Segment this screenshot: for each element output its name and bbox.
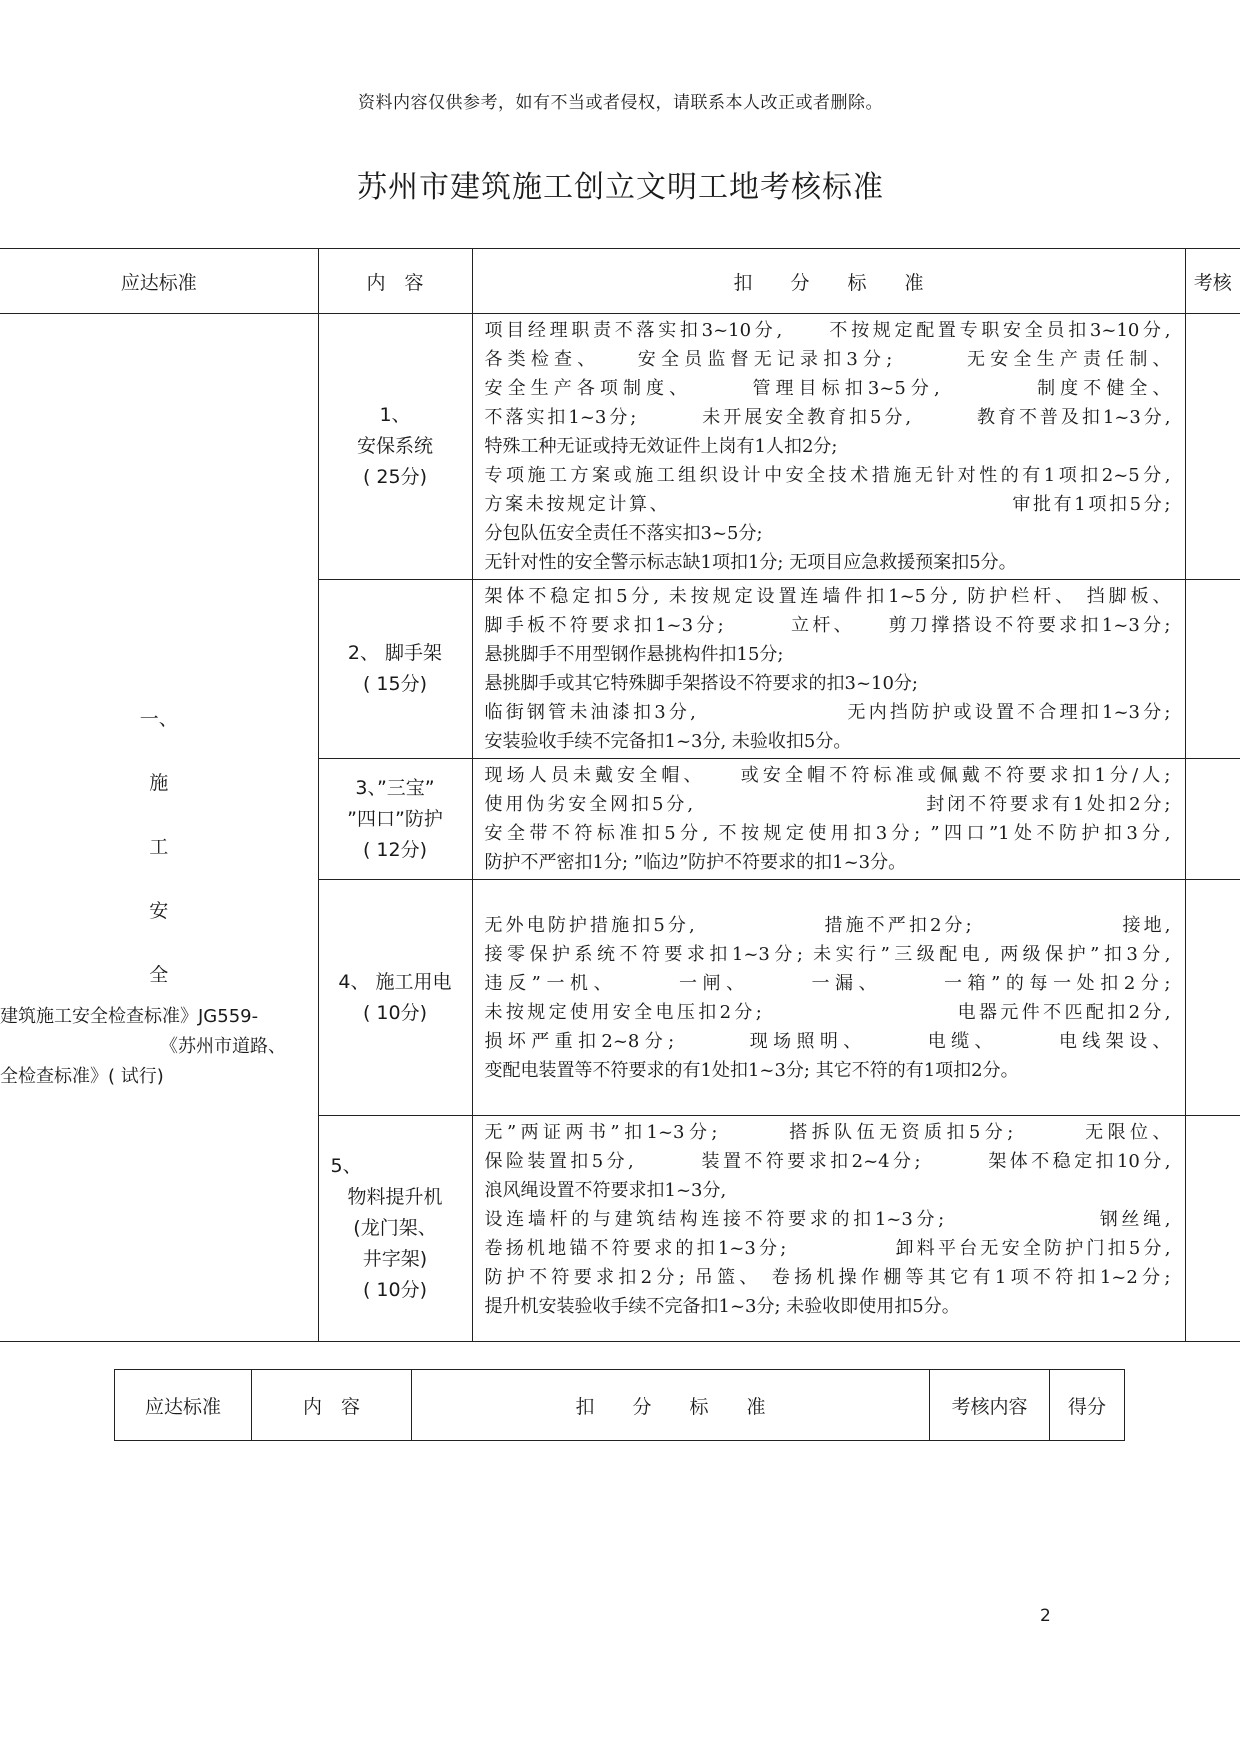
assessment-table: [0, 248, 1241, 1342]
deduction-line: 无外电防护措施扣5分, 措施不严扣2分; 接地,: [484, 914, 1171, 936]
deduction-line: 防护不符要求扣2分; 吊篮、 卷扬机操作棚等其它有1项不符扣1~2分;: [484, 1267, 1171, 1288]
deduction-line: 防护不严密扣1分; ”临边”防护不符要求的扣1~3分。: [484, 852, 907, 873]
header-standard: 应达标准: [0, 249, 318, 314]
deduction-cell-safety-system: [472, 314, 1185, 580]
reference-line: 《苏州市道路、: [160, 1036, 286, 1057]
footer-header-deduction: 扣 分 标 准: [412, 1370, 930, 1441]
header-assessment: 考核: [1185, 249, 1240, 314]
content-line: 1、: [379, 404, 411, 426]
section-char: 工: [149, 836, 169, 858]
deduction-line: 接零保护系统不符要求扣1~3分; 未实行”三级配电, 两级保护”扣3分,: [484, 943, 1171, 965]
content-cell-electricity: [318, 880, 472, 1116]
header-content: 内 容: [318, 249, 472, 314]
deduction-line: 脚手板不符要求扣1~3分; 立杆、 剪刀撑搭设不符要求扣1~3分;: [484, 615, 1171, 636]
assessment-cell: [1185, 759, 1240, 880]
deduction-line: 设连墙杆的与建筑结构连接不符要求的扣1~3分; 钢丝绳,: [484, 1209, 1171, 1230]
content-line: 安保系统: [356, 435, 433, 457]
deduction-line: 浪风绳设置不符要求扣1~3分,: [484, 1180, 727, 1201]
deduction-cell-three-treasures: [472, 759, 1185, 880]
deduction-line: 无”两证两书”扣1~3分; 搭拆队伍无资质扣5分; 无限位、: [484, 1122, 1171, 1143]
deduction-line: 使用伪劣安全网扣5分, 封闭不符要求有1处扣2分;: [484, 794, 1171, 815]
footer-header-score: 得分: [1050, 1370, 1125, 1441]
section-number: 一、: [139, 708, 178, 730]
deduction-line: 各类检查、 安全员监督无记录扣3分; 无安全生产责任制、: [484, 349, 1171, 370]
deduction-line: 保险装置扣5分, 装置不符要求扣2~4分; 架体不稳定扣10分,: [484, 1151, 1171, 1172]
deduction-line: 安全带不符标准扣5分, 不按规定使用扣3分; ”四口”1处不防护扣3分,: [484, 823, 1171, 844]
reference-line: 全检查标准》( 试行): [0, 1066, 164, 1087]
assessment-cell: [1185, 880, 1240, 1116]
deduction-line: 损坏严重扣2~8分; 现场照明、 电缆、 电线架设、: [484, 1030, 1171, 1052]
deduction-line: 悬挑脚手或其它特殊脚手架搭设不符要求的扣3~10分;: [484, 673, 919, 694]
section-char: 施: [149, 772, 169, 794]
section-standard-cell: [0, 314, 318, 1342]
page-number: 2: [1040, 1606, 1051, 1626]
deduction-line: 违反”一机、 一闸、 一漏、 一箱”的每一处扣2分;: [484, 972, 1171, 994]
table-header-row: [0, 249, 1240, 314]
content-line: 4、 施工用电: [338, 970, 452, 993]
deduction-line: 悬挑脚手不用型钢作悬挑构件扣15分;: [484, 644, 784, 665]
content-line: ( 12分): [362, 838, 428, 861]
header-deduction: 扣 分 标 准: [472, 249, 1185, 314]
assessment-cell: [1185, 580, 1240, 759]
deduction-line: 项目经理职责不落实扣3~10分, 不按规定配置专职安全员扣3~10分,: [484, 320, 1171, 341]
deduction-line: 安全生产各项制度、 管理目标扣3~5分, 制度不健全、: [484, 378, 1171, 399]
deduction-line: 分包队伍安全责任不落实扣3~5分;: [484, 523, 763, 544]
table-row: [0, 314, 1240, 580]
disclaimer: 资料内容仅供参考，如有不当或者侵权，请联系本人改正或者删除。: [358, 93, 883, 113]
footer-header-table: [114, 1369, 1125, 1441]
deduction-line: 安装验收手续不完备扣1~3分, 未验收扣5分。: [484, 731, 852, 752]
deduction-line: 架体不稳定扣5分, 未按规定设置连墙件扣1~5分, 防护栏杆、 挡脚板、: [484, 586, 1171, 607]
content-line: ( 10分): [362, 1279, 428, 1301]
deduction-cell-scaffold: [472, 580, 1185, 759]
deduction-line: 临街钢管未油漆扣3分, 无内挡防护或设置不合理扣1~3分;: [484, 702, 1171, 723]
deduction-cell-hoist: [472, 1116, 1185, 1342]
section-reference: [0, 1002, 320, 1092]
deduction-line: 不落实扣1~3分; 未开展安全教育扣5分, 教育不普及扣1~3分,: [484, 407, 1171, 428]
content-line: 3、”三宝”: [355, 776, 435, 799]
reference-line: 建筑施工安全检查标准》JG559-: [0, 1006, 259, 1027]
assessment-cell: [1185, 1116, 1240, 1342]
content-line: 井字架): [362, 1248, 428, 1270]
content-cell-safety-system: [318, 314, 472, 580]
deduction-line: 现场人员未戴安全帽、 或安全帽不符标准或佩戴不符要求扣1分/人;: [484, 765, 1171, 786]
deduction-line: 未按规定使用安全电压扣2分; 电器元件不匹配扣2分,: [484, 1001, 1171, 1023]
content-line: ( 10分): [362, 1001, 428, 1024]
content-line: 2、 脚手架: [347, 642, 443, 664]
assessment-cell: [1185, 314, 1240, 580]
content-cell-hoist: [318, 1116, 472, 1342]
content-line: ”四口”防护: [347, 807, 443, 830]
deduction-line: 无针对性的安全警示标志缺1项扣1分; 无项目应急救援预案扣5分。: [484, 552, 1017, 573]
deduction-line: 卷扬机地锚不符要求的扣1~3分; 卸料平台无安全防护门扣5分,: [484, 1238, 1171, 1259]
content-line: 物料提升机: [347, 1186, 443, 1208]
footer-header-row: [115, 1370, 1125, 1441]
footer-header-content: 内 容: [252, 1370, 412, 1441]
deduction-line: 专项施工方案或施工组织设计中安全技术措施无针对性的有1项扣2~5分,: [484, 465, 1171, 486]
section-chars: [0, 751, 318, 1007]
section-char: 安: [149, 900, 169, 922]
content-cell-three-treasures: [318, 759, 472, 880]
deduction-line: 提升机安装验收手续不完备扣1~3分; 未验收即使用扣5分。: [484, 1296, 960, 1317]
content-line: ( 15分): [362, 673, 428, 695]
content-cell-scaffold: [318, 580, 472, 759]
footer-header-standard: 应达标准: [115, 1370, 252, 1441]
deduction-line: 方案未按规定计算、 审批有1项扣5分;: [484, 494, 1171, 515]
section-char: 全: [149, 964, 169, 986]
content-line: 5、: [330, 1155, 362, 1177]
deduction-line: 特殊工种无证或持无效证件上岗有1人扣2分;: [484, 436, 838, 457]
content-line: (龙门架、: [353, 1217, 437, 1239]
footer-header-assessment: 考核内容: [930, 1370, 1050, 1441]
deduction-cell-electricity: [472, 880, 1185, 1116]
page-title: 苏州市建筑施工创立文明工地考核标准: [357, 170, 884, 205]
deduction-line: 变配电装置等不符要求的有1处扣1~3分; 其它不符的有1项扣2分。: [484, 1059, 1019, 1081]
content-line: ( 25分): [362, 466, 428, 488]
